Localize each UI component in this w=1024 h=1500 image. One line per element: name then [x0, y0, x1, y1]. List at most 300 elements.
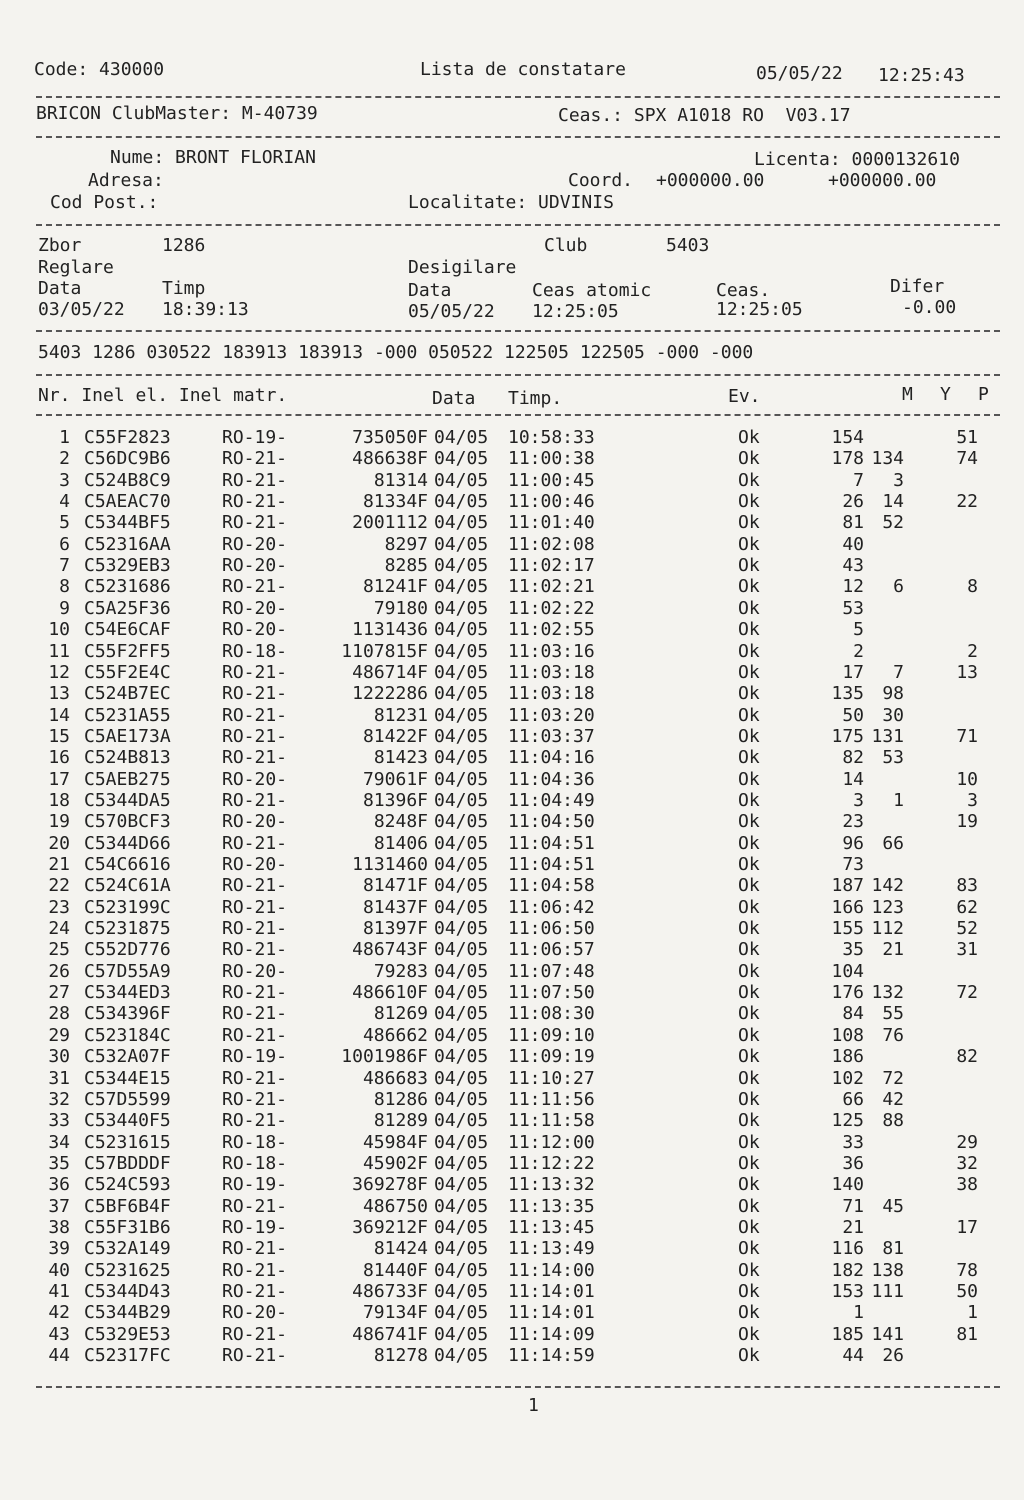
arrival-time: 11:00:46: [508, 491, 595, 513]
rank-y: 131: [871, 725, 904, 747]
arrival-date: 04/05: [434, 939, 489, 961]
arrival-time: 11:04:49: [508, 789, 595, 811]
ring-number: 486610F: [352, 982, 428, 1004]
reglare-date: 03/05/22: [38, 299, 125, 320]
arrival-time: 11:12:00: [508, 1131, 595, 1153]
rank-m: 36: [842, 1152, 864, 1174]
electronic-ring: C57D5599: [84, 1088, 171, 1110]
rank-y: 111: [871, 1281, 904, 1302]
electronic-ring: C54C6616: [84, 854, 171, 875]
rank-m: 5: [853, 619, 864, 641]
clock-label: Ceas.: [716, 280, 771, 301]
event-status: Ok: [738, 1046, 760, 1068]
rank-m: 186: [831, 1046, 864, 1068]
ring-number: 486743F: [352, 939, 428, 961]
arrival-time: 11:14:00: [508, 1259, 595, 1281]
rank-p: 29: [956, 1131, 978, 1153]
rank-y: 45: [882, 1195, 904, 1217]
electronic-ring: C570BCF3: [84, 811, 171, 833]
ring-series: RO-21-: [222, 512, 288, 534]
event-status: Ok: [738, 533, 760, 555]
rank-m: 185: [831, 1323, 864, 1345]
ring-series: RO-21-: [222, 1281, 288, 1302]
event-status: Ok: [738, 640, 760, 662]
ring-series: RO-21-: [222, 725, 288, 747]
rank-y: 142: [871, 875, 904, 897]
arrival-date: 04/05: [434, 918, 489, 940]
rank-m: 21: [842, 1216, 864, 1238]
arrival-date: 04/05: [434, 1302, 489, 1324]
ring-number: 81269: [373, 1003, 428, 1025]
arrival-date: 04/05: [434, 1024, 489, 1046]
event-status: Ok: [738, 918, 760, 940]
arrival-time: 11:06:57: [508, 939, 595, 961]
ring-series: RO-21-: [222, 747, 288, 769]
row-number: 38: [48, 1216, 70, 1238]
row-number: 1: [59, 427, 70, 448]
arrival-time: 11:10:27: [508, 1067, 595, 1089]
event-status: Ok: [738, 512, 760, 534]
electronic-ring: C5231625: [84, 1259, 171, 1281]
table-row: [0, 1026, 1024, 1048]
arrival-date: 04/05: [434, 1216, 489, 1238]
row-number: 35: [48, 1152, 70, 1174]
arrival-date: 04/05: [434, 896, 489, 918]
table-row: [0, 1004, 1024, 1026]
rank-p: 71: [956, 725, 978, 747]
rank-m: 66: [842, 1088, 864, 1110]
electronic-ring: C5AEAC70: [84, 491, 171, 513]
arrival-date: 04/05: [434, 469, 489, 491]
code-label: Code: 430000: [34, 59, 165, 80]
column-header-y: Y: [940, 384, 951, 405]
locality: Localitate: UDVINIS: [408, 192, 614, 213]
table-row: [0, 535, 1024, 557]
table-row: [0, 919, 1024, 941]
event-status: Ok: [738, 747, 760, 769]
electronic-ring: C5344B29: [84, 1302, 171, 1324]
ring-series: RO-21-: [222, 939, 288, 961]
ring-number: 81334F: [362, 491, 428, 513]
arrival-date: 04/05: [434, 768, 489, 790]
arrival-date: 04/05: [434, 854, 489, 875]
arrival-date: 04/05: [434, 1174, 489, 1196]
rank-m: 14: [842, 768, 864, 790]
arrival-date: 04/05: [434, 555, 489, 577]
electronic-ring: C523199C: [84, 896, 171, 918]
arrival-date: 04/05: [434, 982, 489, 1004]
ring-series: RO-21-: [222, 491, 288, 513]
ring-series: RO-21-: [222, 1195, 288, 1217]
row-number: 31: [48, 1067, 70, 1089]
row-number: 13: [48, 683, 70, 705]
ring-number: 486683: [362, 1067, 428, 1089]
licence-number: Licenta: 0000132610: [754, 149, 960, 170]
arrival-time: 11:03:20: [508, 704, 595, 726]
rank-y: 6: [893, 576, 904, 598]
header-date: 05/05/22: [756, 63, 843, 84]
table-row: [0, 1346, 1024, 1368]
reglare-label: Reglare: [38, 257, 114, 278]
column-header-p: P: [978, 384, 989, 405]
rank-p: 13: [956, 661, 978, 683]
table-row: [0, 684, 1024, 706]
column-header-time: Timp.: [508, 388, 563, 409]
rank-m: 12: [842, 576, 864, 598]
rank-p: 31: [956, 939, 978, 961]
arrival-time: 11:09:19: [508, 1046, 595, 1068]
ring-number: 8248F: [373, 811, 428, 833]
ring-number: 1001986F: [341, 1046, 428, 1068]
ring-series: RO-19-: [222, 1216, 288, 1238]
rank-m: 50: [842, 704, 864, 726]
arrival-time: 11:14:01: [508, 1302, 595, 1324]
arrival-time: 11:13:35: [508, 1195, 595, 1217]
arrival-time: 11:03:37: [508, 725, 595, 747]
electronic-ring: C5344D43: [84, 1281, 171, 1302]
electronic-ring: C53440F5: [84, 1110, 171, 1132]
event-status: Ok: [738, 619, 760, 641]
rank-p: 3: [967, 789, 978, 811]
ring-series: RO-21-: [222, 1003, 288, 1025]
rank-m: 182: [831, 1259, 864, 1281]
ring-series: RO-21-: [222, 918, 288, 940]
ring-number: 369212F: [352, 1216, 428, 1238]
event-status: Ok: [738, 768, 760, 790]
ring-number: 486662: [362, 1024, 428, 1046]
ring-series: RO-21-: [222, 661, 288, 683]
row-number: 16: [48, 747, 70, 769]
table-row: [0, 1218, 1024, 1240]
rank-y: 123: [871, 896, 904, 918]
ring-number: 81437F: [362, 896, 428, 918]
header-time: 12:25:43: [878, 65, 965, 86]
rank-p: 51: [956, 427, 978, 448]
arrival-time: 11:04:36: [508, 768, 595, 790]
arrival-date: 04/05: [434, 640, 489, 662]
ring-series: RO-20-: [222, 960, 288, 982]
ring-series: RO-20-: [222, 597, 288, 619]
ring-number: 486741F: [352, 1323, 428, 1345]
flight-value: 1286: [162, 235, 206, 256]
ring-number: 81424: [373, 1238, 428, 1260]
event-status: Ok: [738, 1281, 760, 1302]
electronic-ring: C55F2FF5: [84, 640, 171, 662]
page-number: 1: [528, 1395, 539, 1416]
rank-p: 72: [956, 982, 978, 1004]
row-number: 29: [48, 1024, 70, 1046]
arrival-time: 11:11:56: [508, 1088, 595, 1110]
ring-number: 81471F: [362, 875, 428, 897]
ring-number: 81241F: [362, 576, 428, 598]
rank-m: 175: [831, 725, 864, 747]
event-status: Ok: [738, 939, 760, 961]
ring-series: RO-21-: [222, 1110, 288, 1132]
arrival-date: 04/05: [434, 1003, 489, 1025]
electronic-ring: C552D776: [84, 939, 171, 961]
electronic-ring: C5329E53: [84, 1323, 171, 1345]
ring-number: 81286: [373, 1088, 428, 1110]
table-row: [0, 898, 1024, 920]
event-status: Ok: [738, 854, 760, 875]
arrival-time: 11:00:45: [508, 469, 595, 491]
rank-y: 42: [882, 1088, 904, 1110]
atomic-clock-label: Ceas atomic: [532, 280, 652, 301]
row-number: 15: [48, 725, 70, 747]
event-status: Ok: [738, 1302, 760, 1324]
event-status: Ok: [738, 597, 760, 619]
ring-series: RO-20-: [222, 555, 288, 577]
separator: [36, 414, 1000, 416]
row-number: 34: [48, 1131, 70, 1153]
row-number: 43: [48, 1323, 70, 1345]
reglare-date-label: Data: [38, 278, 82, 299]
rank-p: 8: [967, 576, 978, 598]
rank-y: 53: [882, 747, 904, 769]
arrival-date: 04/05: [434, 1345, 489, 1367]
ring-number: 79061F: [362, 768, 428, 790]
table-row: [0, 876, 1024, 898]
arrival-time: 11:13:49: [508, 1238, 595, 1260]
arrival-date: 04/05: [434, 1152, 489, 1174]
rank-m: 84: [842, 1003, 864, 1025]
arrival-time: 11:09:10: [508, 1024, 595, 1046]
ring-series: RO-19-: [222, 1174, 288, 1196]
ring-series: RO-21-: [222, 469, 288, 491]
event-status: Ok: [738, 448, 760, 470]
event-status: Ok: [738, 960, 760, 982]
row-number: 12: [48, 661, 70, 683]
rank-y: 76: [882, 1024, 904, 1046]
coord-value-2: +000000.00: [828, 170, 937, 191]
rank-m: 176: [831, 982, 864, 1004]
row-number: 8: [59, 576, 70, 598]
rank-p: 83: [956, 875, 978, 897]
arrival-time: 11:03:18: [508, 661, 595, 683]
event-status: Ok: [738, 1003, 760, 1025]
electronic-ring: C54E6CAF: [84, 619, 171, 641]
rank-y: 30: [882, 704, 904, 726]
ring-series: RO-21-: [222, 1088, 288, 1110]
arrival-time: 11:12:22: [508, 1152, 595, 1174]
row-number: 6: [59, 533, 70, 555]
rank-p: 22: [956, 491, 978, 513]
table-row: [0, 556, 1024, 578]
arrival-date: 04/05: [434, 1110, 489, 1132]
arrival-time: 11:14:09: [508, 1323, 595, 1345]
desigilare-date-label: Data: [408, 280, 452, 301]
rank-p: 52: [956, 918, 978, 940]
event-status: Ok: [738, 896, 760, 918]
separator: [36, 374, 1000, 376]
rank-m: 35: [842, 939, 864, 961]
electronic-ring: C5344DA5: [84, 789, 171, 811]
rank-y: 21: [882, 939, 904, 961]
ring-number: 81314: [373, 469, 428, 491]
electronic-ring: C57BDDDF: [84, 1152, 171, 1174]
desigilare-label: Desigilare: [408, 257, 517, 278]
row-number: 41: [48, 1281, 70, 1302]
electronic-ring: C56DC9B6: [84, 448, 171, 470]
arrival-time: 11:04:50: [508, 811, 595, 833]
event-status: Ok: [738, 1174, 760, 1196]
electronic-ring: C5A25F36: [84, 597, 171, 619]
table-row: [0, 1154, 1024, 1176]
row-number: 21: [48, 854, 70, 875]
row-number: 25: [48, 939, 70, 961]
address-label: Adresa:: [88, 170, 164, 191]
arrival-date: 04/05: [434, 597, 489, 619]
rank-m: 125: [831, 1110, 864, 1132]
clubmaster-label: BRICON ClubMaster: M-40739: [36, 103, 318, 124]
row-number: 4: [59, 491, 70, 513]
row-number: 24: [48, 918, 70, 940]
ring-series: RO-21-: [222, 1238, 288, 1260]
coord-label: Coord.: [568, 170, 634, 191]
ring-number: 81440F: [362, 1259, 428, 1281]
table-row: [0, 727, 1024, 749]
row-number: 40: [48, 1259, 70, 1281]
rank-y: 7: [893, 661, 904, 683]
rank-p: 32: [956, 1152, 978, 1174]
ring-number: 369278F: [352, 1174, 428, 1196]
document-title: Lista de constatare: [420, 59, 626, 80]
rank-m: 33: [842, 1131, 864, 1153]
rank-y: 98: [882, 683, 904, 705]
ring-series: RO-19-: [222, 1046, 288, 1068]
rank-m: 108: [831, 1024, 864, 1046]
rank-m: 73: [842, 854, 864, 875]
rank-m: 155: [831, 918, 864, 940]
electronic-ring: C532A07F: [84, 1046, 171, 1068]
rank-m: 135: [831, 683, 864, 705]
table-row: [0, 577, 1024, 599]
rank-y: 88: [882, 1110, 904, 1132]
rank-y: 72: [882, 1067, 904, 1089]
event-status: Ok: [738, 427, 760, 448]
table-row: [0, 1047, 1024, 1069]
rank-m: 26: [842, 491, 864, 513]
arrival-time: 11:04:51: [508, 854, 595, 875]
table-row: [0, 1197, 1024, 1219]
row-number: 28: [48, 1003, 70, 1025]
owner-name: Nume: BRONT FLORIAN: [110, 147, 316, 168]
ring-series: RO-21-: [222, 896, 288, 918]
ring-series: RO-21-: [222, 576, 288, 598]
row-number: 27: [48, 982, 70, 1004]
clock-time: 12:25:05: [716, 299, 803, 320]
arrival-time: 11:02:21: [508, 576, 595, 598]
arrival-date: 04/05: [434, 1195, 489, 1217]
ring-series: RO-21-: [222, 875, 288, 897]
rank-p: 50: [956, 1281, 978, 1302]
ring-number: 79283: [373, 960, 428, 982]
arrival-date: 04/05: [434, 1238, 489, 1260]
arrival-time: 11:08:30: [508, 1003, 595, 1025]
arrival-time: 11:03:16: [508, 640, 595, 662]
rank-m: 17: [842, 661, 864, 683]
arrival-time: 11:14:01: [508, 1281, 595, 1302]
arrival-date: 04/05: [434, 427, 489, 448]
table-row: [0, 428, 1024, 450]
arrival-time: 11:02:55: [508, 619, 595, 641]
table-row: [0, 1069, 1024, 1091]
ring-series: RO-21-: [222, 1259, 288, 1281]
arrival-time: 11:11:58: [508, 1110, 595, 1132]
event-status: Ok: [738, 469, 760, 491]
row-number: 7: [59, 555, 70, 577]
table-row: [0, 1282, 1024, 1304]
table-row: [0, 1111, 1024, 1133]
table-row: [0, 1090, 1024, 1112]
arrival-date: 04/05: [434, 960, 489, 982]
arrival-time: 11:13:45: [508, 1216, 595, 1238]
ring-number: 79180: [373, 597, 428, 619]
arrival-date: 04/05: [434, 1067, 489, 1089]
arrival-time: 11:02:17: [508, 555, 595, 577]
rank-m: 178: [831, 448, 864, 470]
row-number: 10: [48, 619, 70, 641]
table-row: [0, 1175, 1024, 1197]
ring-number: 81406: [373, 832, 428, 854]
rank-m: 23: [842, 811, 864, 833]
event-status: Ok: [738, 661, 760, 683]
electronic-ring: C524B7EC: [84, 683, 171, 705]
electronic-ring: C5329EB3: [84, 555, 171, 577]
rank-m: 53: [842, 597, 864, 619]
row-number: 30: [48, 1046, 70, 1068]
event-status: Ok: [738, 832, 760, 854]
ceas-label: Ceas.: SPX A1018 RO V03.17: [558, 105, 851, 126]
arrival-date: 04/05: [434, 1323, 489, 1345]
ring-series: RO-21-: [222, 832, 288, 854]
rank-y: 14: [882, 491, 904, 513]
separator: [36, 224, 1000, 226]
separator: [36, 136, 1000, 138]
arrival-date: 04/05: [434, 1088, 489, 1110]
separator: [36, 330, 1000, 332]
rank-m: 104: [831, 960, 864, 982]
event-status: Ok: [738, 1345, 760, 1367]
row-number: 5: [59, 512, 70, 534]
table-row: [0, 748, 1024, 770]
electronic-ring: C5231686: [84, 576, 171, 598]
row-number: 33: [48, 1110, 70, 1132]
ring-number: 1222286: [352, 683, 428, 705]
row-number: 42: [48, 1302, 70, 1324]
reglare-time-label: Timp: [162, 278, 206, 299]
rank-y: 112: [871, 918, 904, 940]
ring-series: RO-21-: [222, 704, 288, 726]
rank-m: 154: [831, 427, 864, 448]
rank-y: 141: [871, 1323, 904, 1345]
arrival-date: 04/05: [434, 576, 489, 598]
rank-p: 19: [956, 811, 978, 833]
electronic-ring: C532A149: [84, 1238, 171, 1260]
ring-series: RO-21-: [222, 1024, 288, 1046]
electronic-ring: C524C593: [84, 1174, 171, 1196]
club-label: Club: [544, 235, 588, 256]
ring-number: 81397F: [362, 918, 428, 940]
electronic-ring: C5AEB275: [84, 768, 171, 790]
arrival-time: 11:02:08: [508, 533, 595, 555]
event-status: Ok: [738, 491, 760, 513]
desigilare-date: 05/05/22: [408, 301, 495, 322]
ring-series: RO-20-: [222, 1302, 288, 1324]
rank-y: 81: [882, 1238, 904, 1260]
arrival-time: 11:14:59: [508, 1345, 595, 1367]
separator: [36, 1386, 1000, 1388]
